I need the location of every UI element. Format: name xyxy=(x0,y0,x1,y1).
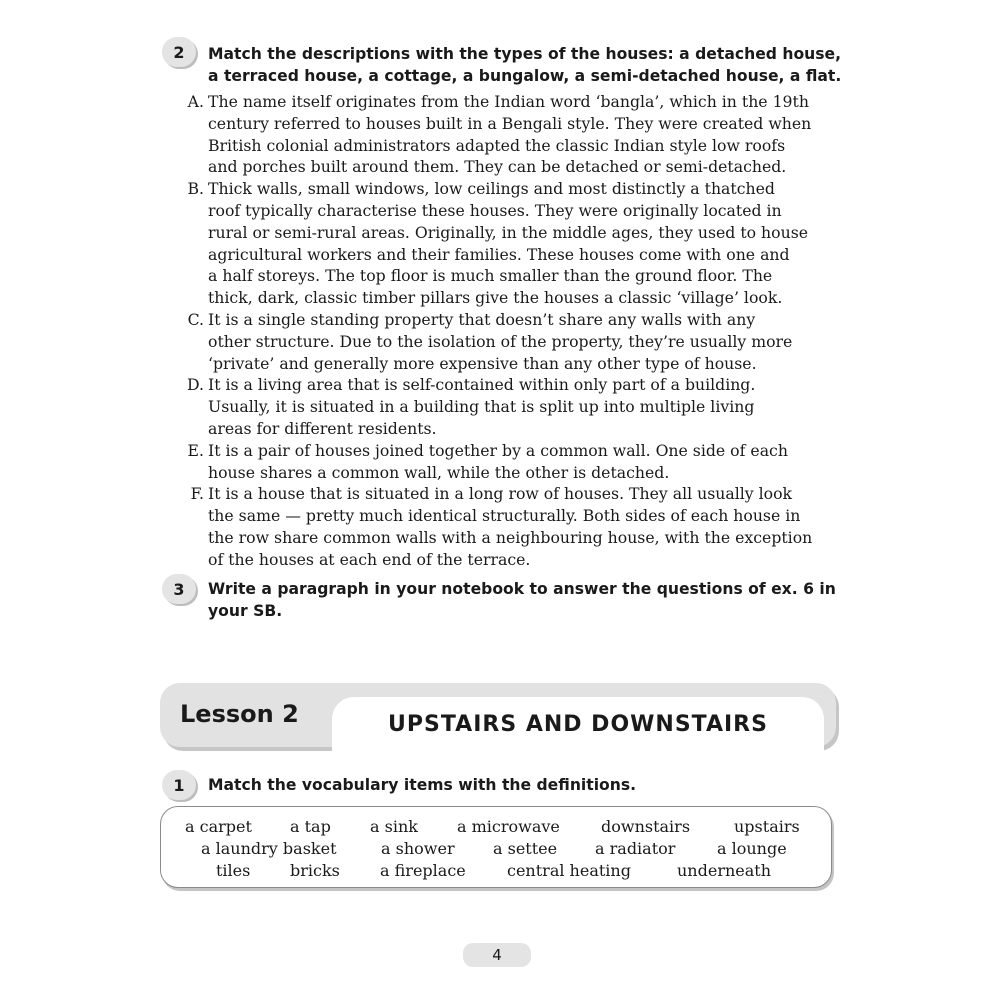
item-line: British colonial administrators adapted the classic Indian style low roofs xyxy=(208,135,786,155)
vocab-word: underneath xyxy=(677,861,772,880)
vocab-word: a laundry basket xyxy=(201,839,337,858)
item-line: century referred to houses built in a Bengali style. They were created when xyxy=(208,113,812,133)
lesson-title: UPSTAIRS AND DOWNSTAIRS xyxy=(388,712,768,737)
description-item-c xyxy=(180,309,850,374)
instruction-line: your SB. xyxy=(208,602,283,620)
item-line: Thick walls, small windows, low ceilings and most distinctly a thatched xyxy=(208,179,775,199)
item-line: It is a house that is situated in a long row of houses. They all usually look xyxy=(208,484,793,504)
item-letter: A. xyxy=(187,92,204,111)
item-line: a half storeys. The top floor is much smaller than the ground floor. The xyxy=(208,266,773,286)
item-line: The name itself originates from the Indian word ‘bangla’, which in the 19th xyxy=(208,92,809,111)
item-line: rural or semi-rural areas. Originally, in the middle ages, they used to house xyxy=(208,222,809,242)
vocab-word: tiles xyxy=(216,861,251,880)
instruction-line: a terraced house, a cottage, a bungalow, a semi-detached house, a flat. xyxy=(208,67,842,85)
description-item-b xyxy=(180,178,850,309)
description-item-d xyxy=(180,374,850,439)
exercise-number-badge: 3 xyxy=(162,574,196,604)
item-line: the same — pretty much identical structurally. Both sides of each house in xyxy=(208,506,801,526)
vocab-word: a fireplace xyxy=(380,861,466,880)
descriptions-list xyxy=(180,91,850,571)
vocab-word: a radiator xyxy=(595,839,676,858)
item-line: of the houses at each end of the terrace. xyxy=(208,549,531,569)
lesson-label: Lesson 2 xyxy=(180,700,299,728)
item-line: the row share common walls with a neighbouring house, with the exception xyxy=(208,527,813,547)
item-line: It is a single standing property that doesn’t share any walls with any xyxy=(208,309,756,329)
vocab-word: a carpet xyxy=(185,817,252,836)
vocab-word: a shower xyxy=(381,839,455,858)
vocab-word: downstairs xyxy=(601,817,691,836)
instruction-line: Write a paragraph in your notebook to answer the questions of ex. 6 in xyxy=(208,580,836,598)
vocab-word: a tap xyxy=(290,817,331,836)
description-item-f xyxy=(180,483,850,570)
item-line: agricultural workers and their families. These houses come with one and xyxy=(208,244,790,264)
vocab-row xyxy=(161,816,833,838)
vocab-word: a sink xyxy=(370,817,418,836)
vocabulary-box xyxy=(160,806,832,888)
exercise-3-instruction xyxy=(208,578,848,622)
item-line: Usually, it is situated in a building that is split up into multiple living xyxy=(208,397,755,417)
instruction-line: Match the vocabulary items with the definitions. xyxy=(208,776,637,794)
item-line: It is a living area that is self-contained within only part of a building. xyxy=(208,375,756,395)
description-item-a xyxy=(180,91,850,178)
description-item-e xyxy=(180,440,850,484)
item-letter: D. xyxy=(186,375,204,395)
item-letter: F. xyxy=(190,484,204,504)
item-line: It is a pair of houses joined together by a common wall. One side of each xyxy=(208,440,788,460)
item-line: areas for different residents. xyxy=(208,418,437,438)
item-line: and porches built around them. They can be detached or semi-detached. xyxy=(208,157,787,177)
item-letter: B. xyxy=(187,179,204,199)
item-line: other structure. Due to the isolation of the property, they’re usually more xyxy=(208,331,793,351)
item-line: thick, dark, classic timber pillars give the houses a classic ‘village’ look. xyxy=(208,288,783,308)
vocab-word: a microwave xyxy=(457,817,560,836)
instruction-line: Match the descriptions with the types of the houses: a detached house, xyxy=(208,45,842,63)
exercise-2-instruction xyxy=(208,43,848,87)
item-letter: E. xyxy=(187,440,204,460)
exercise-1-instruction xyxy=(208,774,848,796)
page-number: 4 xyxy=(463,943,531,967)
vocab-word: bricks xyxy=(290,861,340,880)
item-line: ‘private’ and generally more expensive than any other type of house. xyxy=(208,353,757,373)
vocab-word: a lounge xyxy=(717,839,787,858)
vocab-row xyxy=(161,860,833,882)
item-line: roof typically characterise these houses. They were originally located in xyxy=(208,200,782,220)
exercise-number-badge: 2 xyxy=(162,37,196,67)
item-line: house shares a common wall, while the other is detached. xyxy=(208,462,670,482)
item-letter: C. xyxy=(187,309,204,329)
vocab-row xyxy=(161,838,833,860)
exercise-number-badge: 1 xyxy=(162,770,196,800)
vocab-word: upstairs xyxy=(734,817,800,836)
vocab-word: a settee xyxy=(493,839,558,858)
vocab-word: central heating xyxy=(507,861,631,880)
